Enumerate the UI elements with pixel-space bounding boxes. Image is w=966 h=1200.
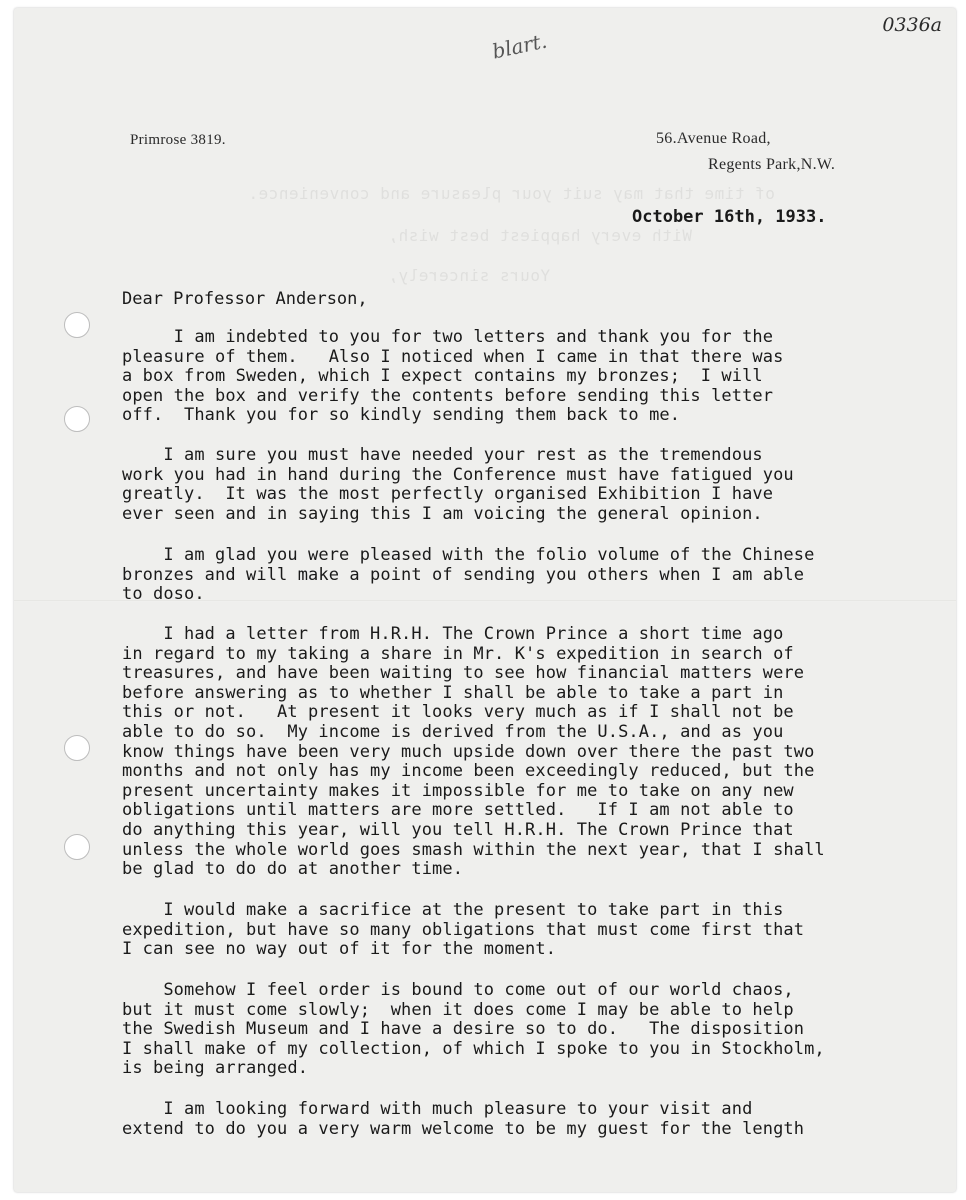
body-paragraph: I am glad you were pleased with the folio volume of the Chinese bronzes and will make a point of sending you others when I am able to doso. bbox=[122, 545, 815, 605]
letter-date: October 16th, 1933. bbox=[632, 207, 827, 227]
letterhead-address-line2: Regents Park,N.W. bbox=[708, 156, 836, 173]
handwritten-annotation: blart. bbox=[490, 28, 549, 64]
punch-hole-icon bbox=[64, 735, 90, 761]
punch-hole-icon bbox=[64, 406, 90, 432]
archive-number: 0336a bbox=[882, 14, 942, 36]
show-through-line: With every happiest best wish, bbox=[388, 226, 692, 245]
body-paragraph: I had a letter from H.R.H. The Crown Prince a short time ago in regard to my taking a share in Mr. K's expedition in search of treasures, and have been waiting to see how financial matters were before answering as to whether I shall be able to take a part in this or not. At present it looks very much as if I shall not be able to do so. My income is derived from the U.S.A., and as you know things have been very much upside down over there the past two months and not only has my income been exceedingly reduced, but the present uncertainty makes it impossible for me to take on any new obligations until matters are more settled. If I am not able to do anything this year, will you tell H.R.H. The Crown Prince that unless the whole world goes smash within the next year, that I shall be glad to do do at another time. bbox=[122, 624, 825, 880]
letter-page bbox=[14, 8, 956, 1192]
letterhead-address-line1: 56.Avenue Road, bbox=[656, 130, 771, 147]
punch-hole-icon bbox=[64, 834, 90, 860]
body-paragraph: I am indebted to you for two letters and thank you for the pleasure of them. Also I noticed when I came in that there was a box from Sweden, which I expect contains my bronzes; I will open the box and verify the contents before sending this letter off. Thank you for so kindly sending them back to me. bbox=[122, 327, 784, 426]
show-through-line: of time that may suit your pleasure and convenience. bbox=[248, 184, 775, 203]
body-paragraph: I would make a sacrifice at the present to take part in this expedition, but have so many obligations that must come first that I can see no way out of it for the moment. bbox=[122, 900, 805, 960]
letterhead-phone: Primrose 3819. bbox=[130, 132, 226, 148]
punch-hole-icon bbox=[64, 312, 90, 338]
body-paragraph: I am sure you must have needed your rest as the tremendous work you had in hand during the Conference must have fatigued you greatly. It was the most perfectly organised Exhibition I have ever seen and in saying this I am voicing the general opinion. bbox=[122, 445, 794, 524]
salutation: Dear Professor Anderson, bbox=[122, 289, 368, 309]
body-paragraph: I am looking forward with much pleasure to your visit and extend to do you a very warm welcome to be my guest for the length bbox=[122, 1099, 805, 1139]
show-through-line: Yours sincerely, bbox=[388, 266, 551, 285]
body-paragraph: Somehow I feel order is bound to come out of our world chaos, but it must come slowly; when it does come I may be able to help the Swedish Museum and I have a desire so to do. The disposition I shall make of my collection, of which I spoke to you in Stockholm, is being arranged. bbox=[122, 980, 825, 1079]
